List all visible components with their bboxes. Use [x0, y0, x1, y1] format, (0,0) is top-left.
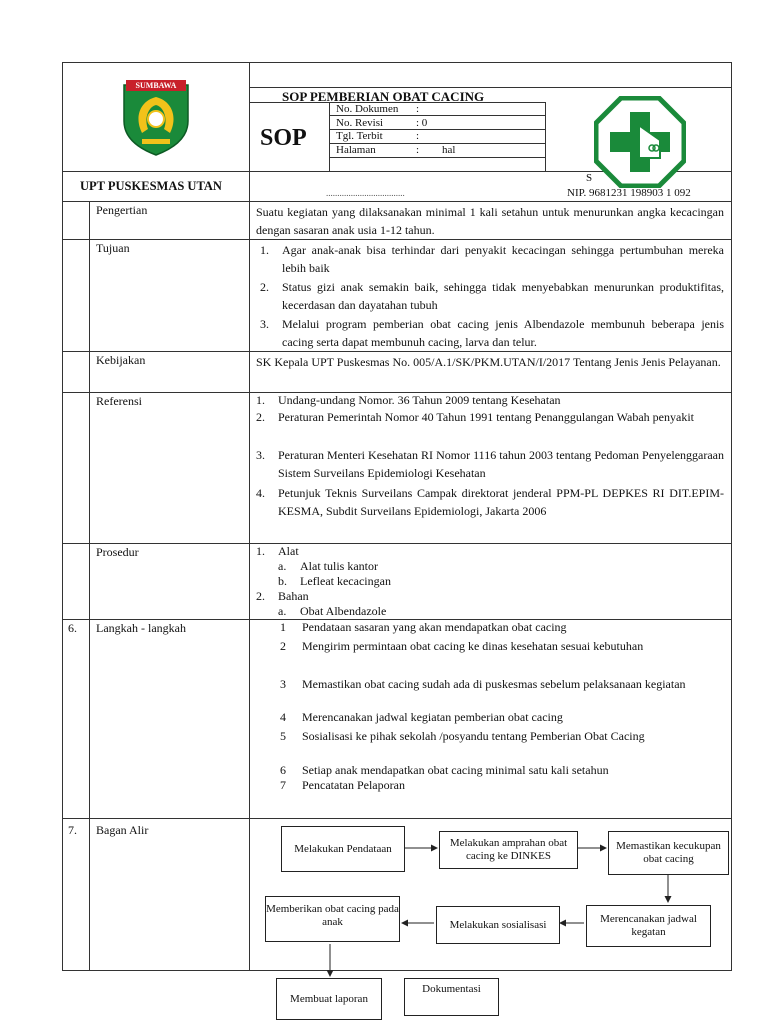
doc-number-sep: :: [416, 103, 420, 115]
list-number: 2.: [256, 589, 265, 603]
doc-number-label: No. Dokumen: [336, 103, 399, 115]
flow-box-sosialisasi: Melakukan sosialisasi: [436, 906, 560, 944]
revision-sep: : 0: [416, 117, 428, 129]
org-name: UPT PUSKESMAS UTAN: [80, 179, 222, 193]
list-number: 1: [280, 620, 286, 634]
list-text: Petunjuk Teknis Surveilans Campak direktorat jenderal PPM-PL DEPKES RI DIT.EPIM-KESMA, Subdit Surveilans Epidemiologi, Jakarta 2006: [278, 486, 724, 518]
bagan-number: 7.: [68, 823, 77, 837]
sop-label: SOP: [260, 125, 307, 151]
list-text: Agar anak-anak bisa terhindar dari penyakit kecacingan sehingga pertumbuhan mereka lebih baik: [282, 243, 724, 275]
list-text: Status gizi anak semakin baik, sehingga tidak menyebabkan menurunkan produktifitas, kecerdasan dan dayatahan tubuh: [282, 280, 724, 312]
list-text: Melalui program pemberian obat cacing jenis Albendazole membunuh beberapa jenis cacing serta dapat membunuh cacing, larva dan telur.: [282, 317, 724, 349]
logo-banner-text: SUMBAWA: [135, 81, 177, 90]
list-number: 2: [280, 639, 286, 653]
list-text: Obat Albendazole: [300, 604, 387, 618]
page-sep: :: [416, 144, 420, 156]
list-text: Sosialisasi ke pihak sekolah /posyandu tentang Pemberian Obat Cacing: [302, 729, 645, 743]
list-number: 3.: [260, 317, 269, 331]
list-number: 2.: [260, 280, 269, 294]
list-number: 3: [280, 677, 286, 691]
list-text: Undang-undang Nomor. 36 Tahun 2009 tentang Kesehatan: [278, 393, 561, 407]
list-text: Peraturan Menteri Kesehatan RI Nomor 1116 tahun 2003 tentang Pedoman Penyelenggaraan Sistem Surveilans Epidemiologi Kesehatan: [278, 448, 724, 480]
list-text: Alat: [278, 544, 299, 558]
flow-box-laporan: Membuat laporan: [276, 978, 382, 1020]
list-number: 5: [280, 729, 286, 743]
flow-box-dokumentasi: Dokumentasi: [404, 978, 499, 1016]
list-text: Bahan: [278, 589, 309, 603]
langkah-label: Langkah - langkah: [96, 621, 186, 635]
list-number: 7: [280, 778, 286, 792]
pengertian-text: Suatu kegiatan yang dilaksanakan minimal 1 kali setahun untuk menurunkan angka kecacingan dengan sasaran anak usia 1-12 tahun.: [256, 205, 724, 237]
page-label: Halaman: [336, 144, 376, 156]
list-text: Setiap anak mendapatkan obat cacing minimal satu kali setahun: [302, 763, 609, 777]
list-number: a.: [278, 604, 287, 618]
flow-box-merencanakan: Merencanakan jadwal kegatan: [586, 905, 711, 947]
revision-label: No. Revisi: [336, 117, 384, 129]
list-number: 4.: [256, 486, 265, 500]
list-text: Lefleat kecacingan: [300, 574, 391, 588]
flow-box-pendataan: Melakukan Pendataan: [281, 826, 405, 872]
flow-box-memberikan: Memberikan obat cacing pada anak: [265, 896, 400, 942]
langkah-number: 6.: [68, 621, 77, 635]
list-number: 1.: [256, 393, 265, 407]
kebijakan-label: Kebijakan: [96, 353, 146, 367]
list-number: a.: [278, 559, 287, 573]
list-text: Memastikan obat cacing sudah ada di puskesmas sebelum pelaksanaan kegiatan: [302, 677, 686, 691]
flow-box-memastikan: Memastikan kecukupan obat cacing: [608, 831, 729, 875]
list-text: Peraturan Pemerintah Nomor 40 Tahun 1991 tentang Penanggulangan Wabah penyakit: [278, 410, 694, 424]
signature-line: ...................................: [326, 188, 405, 198]
document-title: SOP PEMBERIAN OBAT CACING: [282, 89, 485, 104]
list-number: 4: [280, 710, 286, 724]
list-text: Mengirim permintaan obat cacing ke dinas kesehatan sesuai kebutuhan: [302, 639, 644, 653]
prosedur-label: Prosedur: [96, 545, 139, 559]
list-number: 2.: [256, 410, 265, 424]
list-text: Pencatatan Pelaporan: [302, 778, 405, 792]
list-number: 1.: [256, 544, 265, 558]
list-number: 6: [280, 763, 286, 777]
page-value: hal: [442, 144, 456, 156]
bagan-label: Bagan Alir: [96, 823, 149, 837]
list-number: 1.: [260, 243, 269, 257]
list-text: Pendataan sasaran yang akan mendapatkan obat cacing: [302, 620, 567, 634]
referensi-label: Referensi: [96, 394, 142, 408]
flow-box-amprahan: Melakukan amprahan obat cacing ke DINKES: [439, 831, 578, 869]
nip: NIP. 9681231 198903 1 092: [567, 187, 691, 199]
kebijakan-text: SK Kepala UPT Puskesmas No. 005/A.1/SK/PKM.UTAN/I/2017 Tentang Jenis Jenis Pelayanan.: [256, 355, 721, 369]
list-text: Merencanakan jadwal kegiatan pemberian obat cacing: [302, 710, 563, 724]
list-number: 3.: [256, 448, 265, 462]
pengertian-label: Pengertian: [96, 203, 148, 217]
tujuan-label: Tujuan: [96, 241, 130, 255]
issue-date-label: Tgl. Terbit: [336, 130, 383, 142]
list-number: b.: [278, 574, 287, 588]
signature-letter: S: [586, 172, 593, 184]
list-text: Alat tulis kantor: [300, 559, 378, 573]
issue-date-sep: :: [416, 130, 420, 142]
